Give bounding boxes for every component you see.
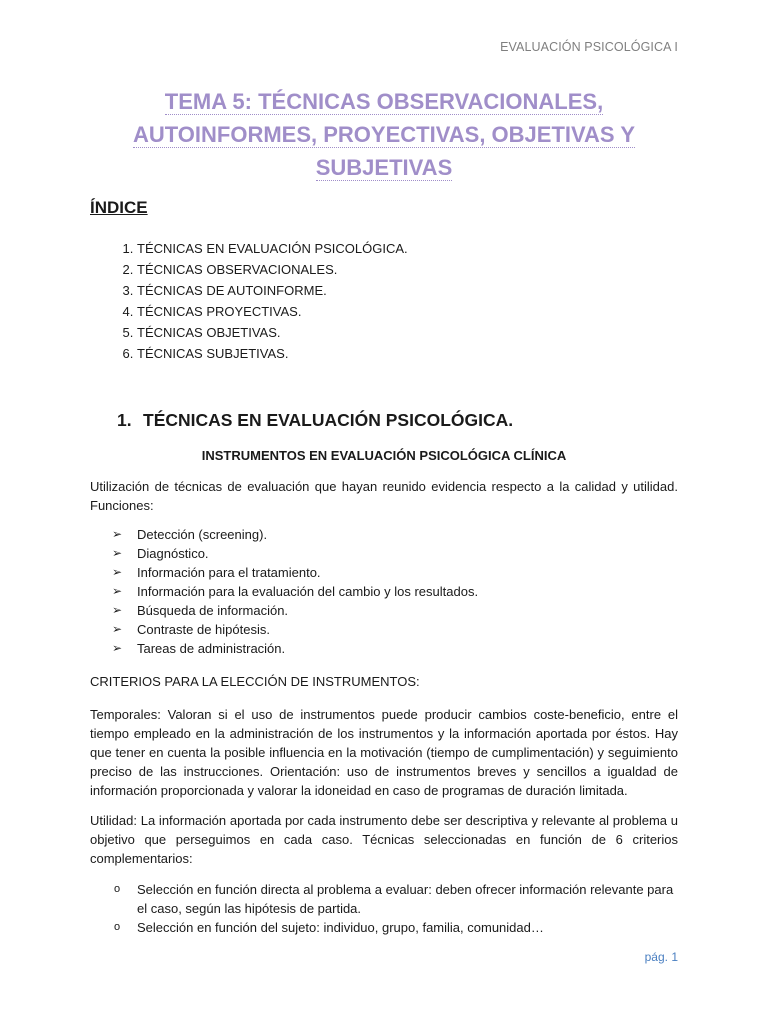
- selection-criteria-list: [90, 880, 678, 937]
- subsection-heading: INSTRUMENTOS EN EVALUACIÓN PSICOLÓGICA CLÍNICA: [201, 448, 567, 463]
- utilidad-paragraph: Utilidad: La información aportada por cada instrumento debe ser descriptiva y relevante al problema u objetivo que perseguimos en cada caso. Técnicas seleccionadas en función de 6 criterios complementarios:: [90, 813, 678, 866]
- arrow-bullet-icon: ➢: [112, 546, 123, 560]
- arrow-bullet-icon: ➢: [112, 603, 123, 617]
- circle-bullet-icon: o: [114, 883, 121, 895]
- circle-bullet-icon: o: [114, 921, 121, 933]
- criteria-heading: CRITERIOS PARA LA ELECCIÓN DE INSTRUMENTOS:: [90, 674, 420, 689]
- index-list: [90, 238, 678, 364]
- index-item: 1. TÉCNICAS EN EVALUACIÓN PSICOLÓGICA.: [137, 238, 678, 259]
- section-title: TÉCNICAS EN EVALUACIÓN PSICOLÓGICA.: [143, 410, 514, 430]
- running-header: EVALUACIÓN PSICOLÓGICA I: [500, 40, 678, 54]
- intro-paragraph: Utilización de técnicas de evaluación que hayan reunido evidencia respecto a la calidad y utilidad. Funciones:: [90, 479, 678, 513]
- index-heading: ÍNDICE: [90, 198, 148, 217]
- document-body: [90, 198, 678, 937]
- list-item: ➢ Tareas de administración.: [112, 641, 286, 656]
- section-number: 1.: [117, 410, 132, 430]
- index-item: 2. TÉCNICAS OBSERVACIONALES.: [137, 259, 678, 280]
- section-1-heading: [90, 410, 678, 431]
- arrow-bullet-icon: ➢: [112, 622, 123, 636]
- list-item: ➢ Información para el tratamiento.: [112, 565, 321, 580]
- title-line-2: AUTOINFORMES, PROYECTIVAS, OBJETIVAS Y: [132, 122, 635, 147]
- arrow-bullet-icon: ➢: [112, 565, 123, 579]
- list-item: ➢ Diagnóstico.: [112, 546, 209, 561]
- index-item: 6. TÉCNICAS SUBJETIVAS.: [137, 343, 678, 364]
- list-item: o Selección en función directa al problema a evaluar: deben ofrecer información relevante para el caso, según las hipótesis de partida.: [114, 882, 674, 916]
- page-number: pág. 1: [644, 950, 678, 964]
- index-item: 5. TÉCNICAS OBJETIVAS.: [137, 322, 678, 343]
- temporales-paragraph: Temporales: Valoran si el uso de instrumentos puede producir cambios coste-beneficio, entre el tiempo empleado en la administración de los instrumentos y la información aportada por éstos. Hay que tener en cuenta la posible influencia en la motivación (tiempo de cumplimentación) y seguimiento preciso de las instrucciones. Orientación: uso de instrumentos breves y sencillos a igualdad de información proporcionada y valorar la idoneidad en caso de programas de duración limitada.: [90, 707, 678, 798]
- index-item: 3. TÉCNICAS DE AUTOINFORME.: [137, 280, 678, 301]
- arrow-bullet-icon: ➢: [112, 584, 123, 598]
- list-item: o Selección en función del sujeto: individuo, grupo, familia, comunidad…: [114, 920, 544, 935]
- document-title: [110, 85, 658, 184]
- list-item: ➢ Detección (screening).: [112, 527, 268, 542]
- arrow-bullet-icon: ➢: [112, 527, 123, 541]
- title-line-3: SUBJETIVAS: [315, 155, 453, 180]
- index-item: 4. TÉCNICAS PROYECTIVAS.: [137, 301, 678, 322]
- functions-list: [90, 525, 678, 658]
- title-line-1: TEMA 5: TÉCNICAS OBSERVACIONALES,: [164, 89, 604, 114]
- list-item: ➢ Información para la evaluación del cambio y los resultados.: [112, 584, 479, 599]
- arrow-bullet-icon: ➢: [112, 641, 123, 655]
- list-item: ➢ Contraste de hipótesis.: [112, 622, 270, 637]
- list-item: ➢ Búsqueda de información.: [112, 603, 289, 618]
